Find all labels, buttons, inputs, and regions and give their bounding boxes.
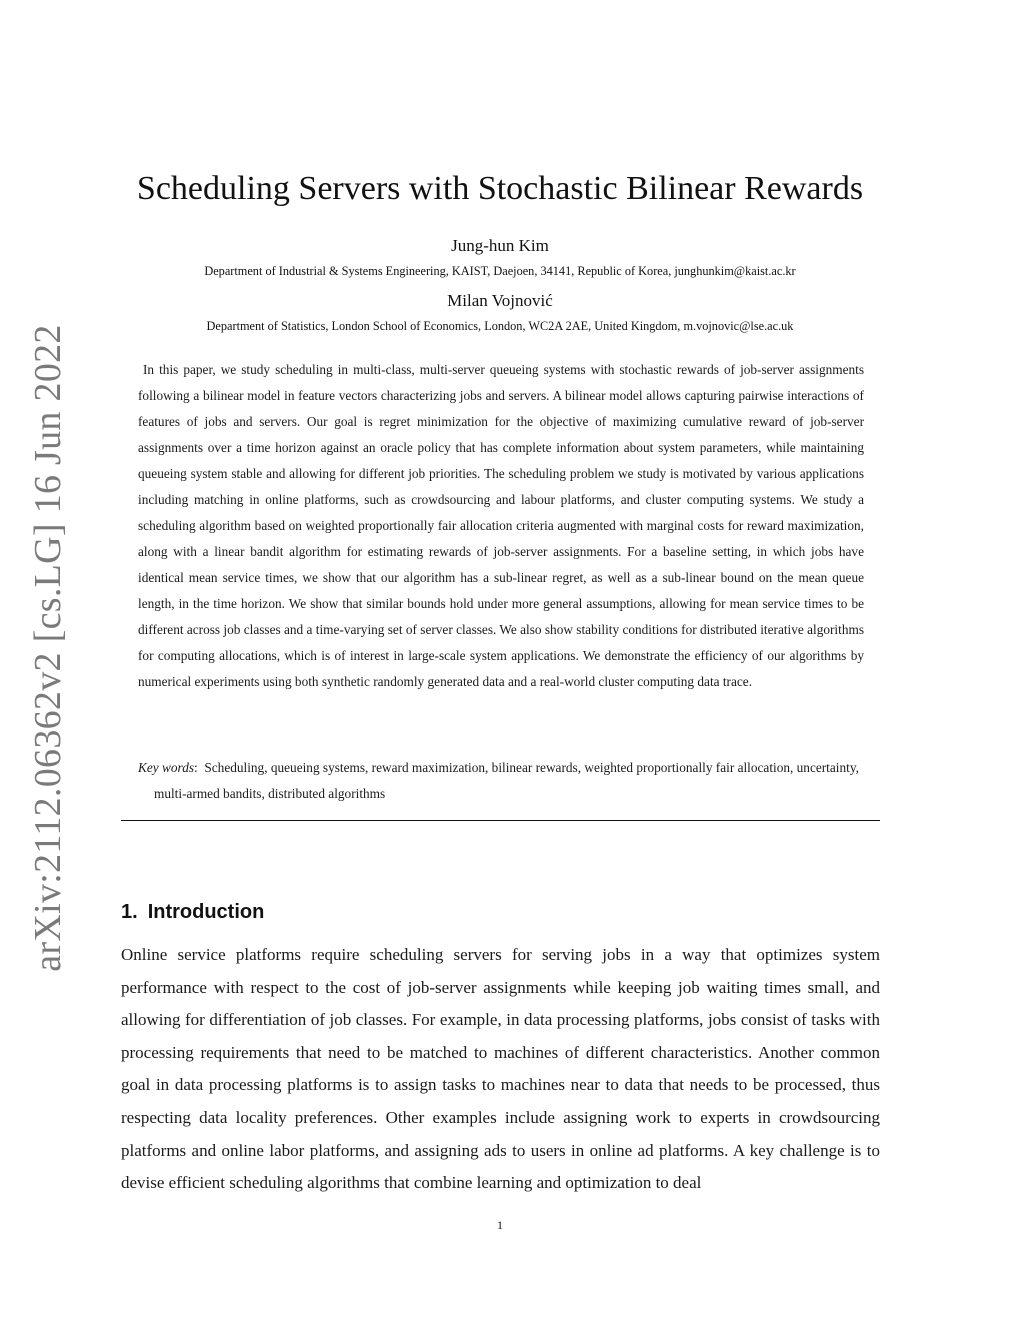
horizontal-rule <box>121 820 880 821</box>
author-affiliation: Department of Statistics, London School of Economics, London, WC2A 2AE, United Kingdom, m.vojnovic@lse.ac.uk <box>206 319 794 333</box>
keywords-text: Scheduling, queueing systems, reward maximization, bilinear rewards, weighted proportionally fair allocation, uncertainty, multi-armed bandits, distributed algorithms <box>154 760 859 801</box>
keywords: Key words: Scheduling, queueing systems, reward maximization, bilinear rewards, weighted proportionally fair allocation, uncertainty, multi-armed bandits, distributed algorithms <box>138 760 859 801</box>
keywords-label: Key words <box>138 760 195 775</box>
page-number: 1 <box>497 1218 503 1232</box>
section-heading <box>121 901 264 924</box>
author-affiliation: Department of Industrial & Systems Engineering, KAIST, Daejoen, 34141, Republic of Korea, junghunkim@kaist.ac.kr <box>204 264 796 278</box>
author-name: Milan Vojnović <box>447 291 553 310</box>
paper-title: Scheduling Servers with Stochastic Bilinear Rewards <box>136 170 864 207</box>
section-number: 1. <box>121 901 138 923</box>
arxiv-identifier: arXiv:2112.06362v2 [cs.LG] 16 Jun 2022 <box>27 324 69 972</box>
section-body-text: Online service platforms require scheduling servers for serving jobs in a way that optimizes system performance with respect to the cost of job-server assignments while keeping job waiting times small, and allowing for differentiation of job classes. For example, in data processing platforms, jobs consist of tasks with processing requirements that need to be matched to machines of different characteristics. Another common goal in data processing platforms is to assign tasks to machines near to data that needs to be processed, thus respecting data locality preferences. Other examples include assigning work to experts in crowdsourcing platforms and online labor platforms, and assigning ads to users in online ad platforms. A key challenge is to devise efficient scheduling algorithms that combine learning and optimization to deal <box>121 945 880 1193</box>
author-name: Jung-hun Kim <box>451 236 549 255</box>
section-title: Introduction <box>147 901 265 923</box>
abstract: In this paper, we study scheduling in multi-class, multi-server queueing systems with stochastic rewards of job-server assignments following a bilinear model in feature vectors characterizing jobs and servers. A bilinear model allows capturing pairwise interactions of features of jobs and servers. Our goal is regret minimization for the objective of maximizing cumulative reward of job-server assignments over a time horizon against an oracle policy that has complete information about system parameters, while maintaining queueing system stable and allowing for different job priorities. The scheduling problem we study is motivated by various applications including matching in online platforms, such as crowdsourcing and labour platforms, and cluster computing systems. We study a scheduling algorithm based on weighted proportionally fair allocation criteria augmented with marginal costs for reward maximization, along with a linear bandit algorithm for estimating rewards of job-server assignments. For a baseline setting, in which jobs have identical mean service times, we show that our algorithm has a sub-linear regret, as well as a sub-linear bound on the mean queue length, in the time horizon. We show that similar bounds hold under more general assumptions, allowing for mean service times to be different across job classes and a time-varying set of server classes. We also show stability conditions for distributed iterative algorithms for computing allocations, which is of interest in large-scale system applications. We demonstrate the efficiency of our algorithms by numerical experiments using both synthetic randomly generated data and a real-world cluster computing data trace. <box>138 362 864 689</box>
